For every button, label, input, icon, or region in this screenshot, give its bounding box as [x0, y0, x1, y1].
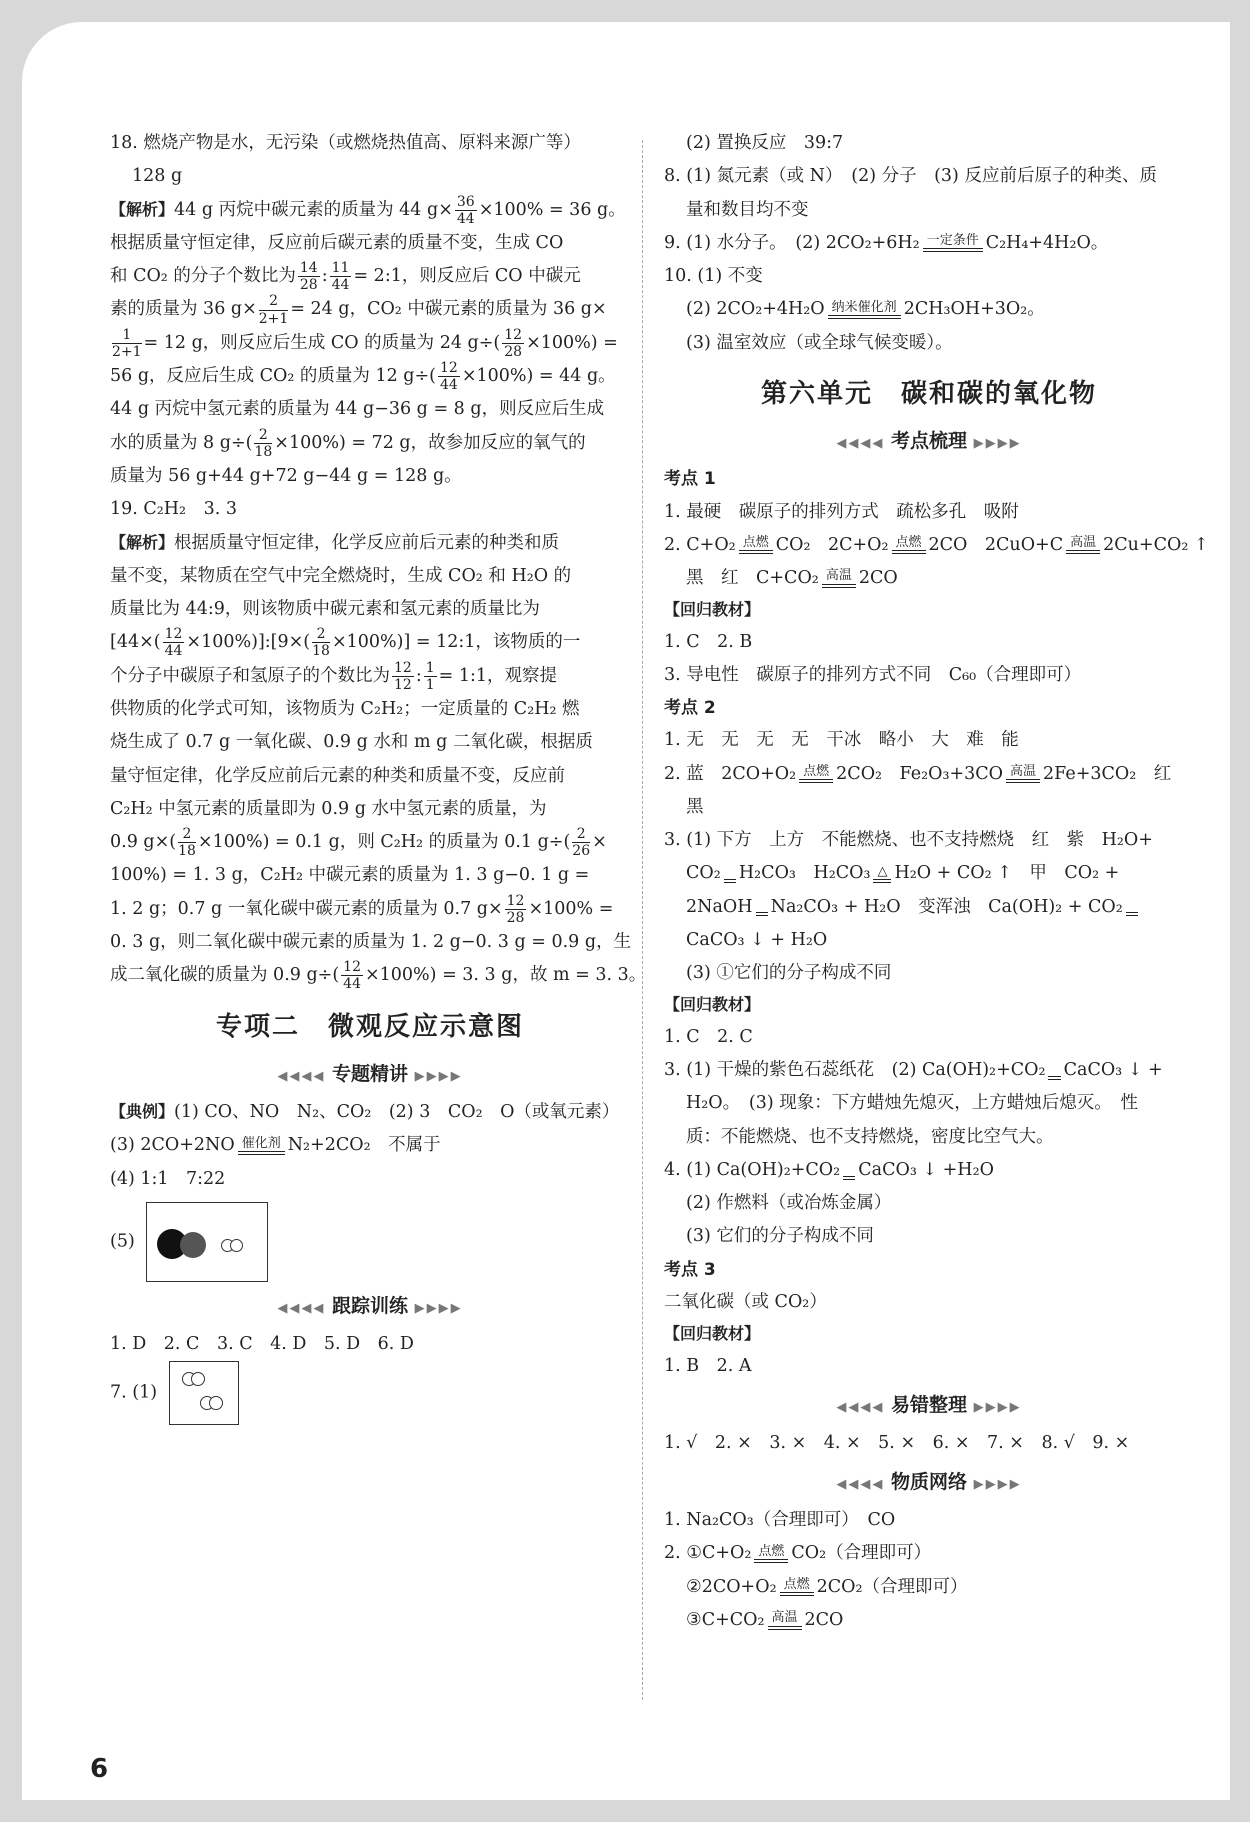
reaction-arrow: 催化剂 [238, 1137, 285, 1155]
example-line1: 【典例】(1) CO、NO N₂、CO₂ (2) 3 CO₂ O（或氧元素） [110, 1102, 620, 1123]
q19-line4: [44×( $\frac{12}{44}$ ×100%)]:[9×( $\frac{2}{18}$ ×100%)] = 12:1，该物质的一 [110, 626, 581, 660]
q18-line5: $\frac{1}{2+1}$ = 12 g，则反应后生成 CO 的质量为 24 g÷( $\frac{12}{28}$ ×100%) = [112, 326, 618, 360]
p2-line5: CO₂ H₂CO₃ H₂CO₃ △ H₂O + CO₂ ↑ 甲 CO₂ + [686, 863, 1120, 884]
page-number: 6 [90, 1754, 109, 1784]
q19-line14: 成二氧化碳的质量为 0.9 g÷( $\frac{12}{44}$ ×100%) = 3. 3 g，故 m = 3. 3。 [110, 959, 647, 993]
fraction: $\frac{36}{44}$ [456, 193, 475, 227]
q18-line3: 和 CO₂ 的分子个数比为 $\frac{14}{28}$ : $\frac{11}{44}$ = 2:1，则反应后 CO 中碳元 [110, 260, 581, 294]
reaction-arrow: 一定条件 [923, 234, 983, 252]
q18-answer-value: 128 g [132, 166, 183, 187]
hg2-line6: (2) 作燃料（或冶炼金属） [686, 1193, 892, 1214]
hg3-line1: 1. B 2. A [664, 1355, 752, 1376]
network-line4: ③C+CO₂ 高温 2CO [686, 1609, 844, 1630]
hg2-line1: 1. C 2. C [664, 1026, 753, 1047]
p1-line2: 2. C+O₂ 点燃 CO₂ 2C+O₂ 点燃 2CO 2CuO+C 高温 2Cu+CO₂ ↑ [664, 534, 1209, 555]
q18-line1: 【解析】44 g 丙烷中碳元素的质量为 44 g× $\frac{36}{44}$ ×100% = 36 g。 [110, 193, 626, 227]
molecule-diagram-box [169, 1361, 239, 1425]
p2-line1: 1. 无 无 无 无 干冰 略小 大 难 能 [664, 730, 1019, 751]
hg2-line5: 4. (1) Ca(OH)₂+CO₂ CaCO₃ ↓ +H₂O [664, 1159, 994, 1180]
hg2-line2: 3. (1) 干燥的紫色石蕊纸花 (2) Ca(OH)₂+CO₂ CaCO₃ ↓ + [664, 1060, 1163, 1081]
q18-line7: 44 g 丙烷中氢元素的质量为 44 g−36 g = 8 g，则反应后生成 [110, 399, 605, 420]
reaction-arrow: 纳米催化剂 [828, 301, 901, 319]
textbook-tag: 【回归教材】 [664, 1324, 761, 1344]
q19-line3: 质量比为 44:9，则该物质中碳元素和氢元素的质量比为 [110, 599, 540, 620]
q10-answer-3: (3) 温室效应（或全球气候变暖）。 [686, 332, 953, 353]
point-3-label: 考点 3 [664, 1259, 716, 1280]
subheading-tracking: ◀◀◀◀ 跟踪训练 ▶▶▶▶ [277, 1294, 463, 1317]
subheading-lecture: ◀◀◀◀ 专题精讲 ▶▶▶▶ [277, 1062, 463, 1085]
subheading-points: ◀◀◀◀ 考点梳理 ▶▶▶▶ [836, 430, 1022, 453]
top-margin [0, 0, 1250, 22]
q10-answer-2: (2) 2CO₂+4H₂O 纳米催化剂 2CH₃OH+3O₂。 [686, 299, 1045, 320]
p3-line1: 二氧化碳（或 CO₂） [664, 1291, 827, 1312]
subheading-errors: ◀◀◀◀ 易错整理 ▶▶▶▶ [836, 1393, 1022, 1416]
right-column [664, 127, 1209, 1637]
tracking-q7: 7. (1) [110, 1361, 630, 1425]
network-line1: 1. Na₂CO₃（合理即可） CO [664, 1510, 896, 1531]
q19-line2: 量不变，某物质在空气中完全燃烧时，生成 CO₂ 和 H₂O 的 [110, 565, 572, 586]
textbook-tag: 【回归教材】 [664, 600, 761, 620]
example-line4: (4) 1:1 7:22 [110, 1168, 226, 1189]
q9-answer: 9. (1) 水分子。 (2) 2CO₂+6H₂ 一定条件 C₂H₄+4H₂O。 [664, 232, 1109, 253]
q18-answer: 18. 燃烧产物是水，无污染（或燃烧热值高、原料来源广等） [110, 133, 581, 153]
example-line5: (5) [110, 1202, 630, 1282]
hg1-line2: 3. 导电性 碳原子的排列方式不同 C₆₀（合理即可） [664, 664, 1082, 685]
p2-line3: 黑 [686, 796, 704, 817]
p2-line2: 2. 蓝 2CO+O₂ 点燃 2CO₂ Fe₂O₃+3CO 高温 2Fe+3CO₂ 红 [664, 763, 1172, 784]
q19-line9: C₂H₂ 中氢元素的质量即为 0.9 g 水中氢元素的质量，为 [110, 798, 547, 819]
q19-line7: 烧生成了 0.7 g 一氧化碳、0.9 g 水和 m g 二氧化碳，根据质 [110, 732, 593, 753]
hg2-line3: H₂O。 (3) 现象：下方蜡烛先熄灭，上方蜡烛后熄灭。 性 [686, 1093, 1138, 1114]
analysis-tag: 【解析】 [110, 199, 175, 219]
oxygen-atom-icon [180, 1232, 206, 1258]
left-column [110, 127, 647, 1425]
hg2-line4: 质：不能燃烧、也不支持燃烧，密度比空气大。 [686, 1126, 1054, 1147]
atom-ring-icon [191, 1372, 205, 1386]
answer-page [22, 22, 1230, 1800]
unit-title: 第六单元 碳和碳的氧化物 [760, 378, 1097, 409]
column-divider [642, 140, 643, 1700]
q19-line5: 个分子中碳原子和氢原子的个数比为 $\frac{12}{12}$ : $\frac{1}{1}$ = 1:1，观察提 [110, 659, 558, 693]
q19-line1: 【解析】根据质量守恒定律，化学反应前后元素的种类和质 [110, 532, 560, 553]
hg1-line1: 1. C 2. B [664, 631, 753, 652]
q8-answer: 8. (1) 氮元素（或 N） (2) 分子 (3) 反应前后原子的种类、质 [664, 166, 1157, 187]
q19-line13: 0. 3 g，则二氧化碳中碳元素的质量为 1. 2 g−0. 3 g = 0.9 g，生 [110, 931, 632, 952]
q18-line2: 根据质量守恒定律，反应前后碳元素的质量不变，生成 CO [110, 232, 564, 253]
q18-line6: 56 g，反应后生成 CO₂ 的质量为 12 g÷( $\frac{12}{44}$ ×100%) = 44 g。 [110, 360, 616, 394]
analysis-tag: 【解析】 [110, 532, 175, 552]
atom-ring-icon [209, 1396, 223, 1410]
textbook-tag: 【回归教材】 [664, 995, 761, 1015]
q19-line10: 0.9 g×( $\frac{2}{18}$ ×100%) = 0.1 g，则 C₂H₂ 的质量为 0.1 g÷( $\frac{2}{26}$ × [110, 826, 607, 860]
p1-line3: 黑 红 C+CO₂ 高温 2CO [686, 568, 898, 589]
network-line2: 2. ①C+O₂ 点燃 CO₂（合理即可） [664, 1543, 932, 1564]
p1-line1: 1. 最硬 碳原子的排列方式 疏松多孔 吸附 [664, 501, 1019, 522]
q19-line11: 100%) = 1. 3 g，C₂H₂ 中碳元素的质量为 1. 3 g−0. 1 g = [110, 865, 590, 886]
tracking-answers: 1. D 2. C 3. C 4. D 5. D 6. D [110, 1333, 414, 1354]
point-2-label: 考点 2 [664, 698, 716, 719]
hg2-line7: (3) 它们的分子构成不同 [686, 1226, 874, 1247]
q10-answer: 10. (1) 不变 [664, 266, 763, 286]
r-line1: (2) 置换反应 39:7 [686, 133, 844, 153]
q19-line6: 供物质的化学式可知，该物质为 C₂H₂；一定质量的 C₂H₂ 燃 [110, 699, 580, 719]
p2-line6: 2NaOH Na₂CO₃ + H₂O 变浑浊 Ca(OH)₂ + CO₂ [664, 891, 1194, 924]
p2-line4: 3. (1) 下方 上方 不能燃烧、也不支持燃烧 红 紫 H₂O+ [664, 830, 1153, 851]
q8-answer-cont: 量和数目均不变 [686, 199, 809, 220]
subheading-network: ◀◀◀◀ 物质网络 ▶▶▶▶ [836, 1471, 1022, 1494]
q18-line4: 素的质量为 36 g× $\frac{2}{2+1}$ = 24 g，CO₂ 中碳元素的质量为 36 g× [110, 293, 607, 327]
network-line3: ②2CO+O₂ 点燃 2CO₂（合理即可） [686, 1576, 968, 1597]
atom-ring-icon [230, 1239, 243, 1252]
q19-line8: 量守恒定律，化学反应前后元素的种类和质量不变，反应前 [110, 765, 565, 786]
molecule-diagram-box [146, 1202, 268, 1282]
errors-answers: 1. √ 2. × 3. × 4. × 5. × 6. × 7. × 8. √ 9. × [664, 1432, 1130, 1453]
q19-answer: 19. C₂H₂ 3. 3 [110, 499, 237, 520]
point-1-label: 考点 1 [664, 469, 716, 490]
example-line3: (3) 2CO+2NO 催化剂 N₂+2CO₂ 不属于 [110, 1135, 441, 1156]
q18-line9: 质量为 56 g+44 g+72 g−44 g = 128 g。 [110, 466, 462, 487]
section-title-topic2: 专项二 微观反应示意图 [215, 1011, 524, 1042]
q18-line8: 水的质量为 8 g÷( $\frac{2}{18}$ ×100%) = 72 g，故参加反应的氧气的 [110, 426, 586, 460]
p2-line7: CaCO₃ ↓ + H₂O [686, 929, 828, 950]
q19-line12: 1. 2 g；0.7 g 一氧化碳中碳元素的质量为 0.7 g× $\frac{12}{28}$ ×100% = [110, 892, 614, 926]
p2-line8: (3) ①它们的分子构成不同 [686, 963, 892, 984]
